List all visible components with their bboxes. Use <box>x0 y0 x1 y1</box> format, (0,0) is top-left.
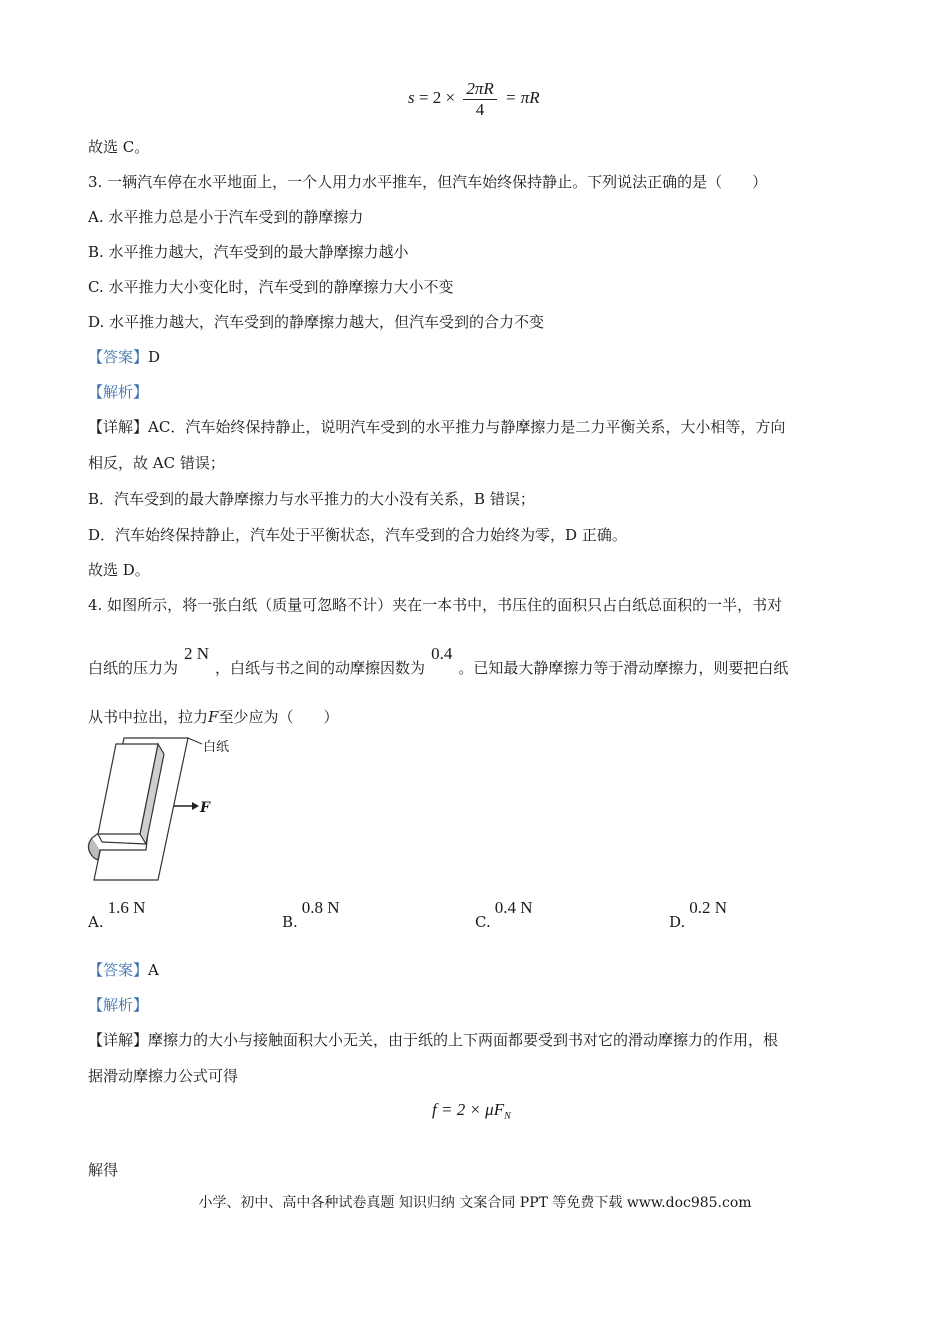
figure-label-paper: 白纸 <box>203 740 230 755</box>
page-footer: 小学、初中、高中各种试卷真题 知识归纳 文案合同 PPT 等免费下载 www.doc985.com <box>198 1195 752 1211</box>
figure-label-force: F <box>200 800 210 816</box>
q4-answer-line <box>88 960 159 980</box>
q4-solve-line: 解得 <box>88 1161 119 1179</box>
q4-answer-tag: 【答案】 <box>88 961 149 979</box>
q3-answer-tag: 【答案】 <box>88 348 149 366</box>
q3-detail-text1: AC．汽车始终保持静止，说明汽车受到的水平推力与静摩擦力是二力平衡关系，大小相等，方向 <box>148 418 786 436</box>
q3-detail-line3: B．汽车受到的最大静摩擦力与水平推力的大小没有关系，B 错误； <box>88 490 535 508</box>
q4-option-a-letter: A. <box>88 913 104 931</box>
q4-stem-text-e: 至少应为（ ） <box>218 708 339 726</box>
q3-option-c: C. 水平推力大小变化时，汽车受到的静摩擦力大小不变 <box>88 278 454 296</box>
q4-detail-line2: 据滑动摩擦力公式可得 <box>88 1067 239 1085</box>
q4-stem-text-d: 从书中拉出，拉力 <box>88 708 209 726</box>
formula-eq2: = πR <box>504 88 540 107</box>
friction-formula-f: f <box>432 1100 437 1119</box>
friction-formula <box>432 1100 511 1123</box>
q4-option-d-value: 0.2 N <box>689 898 728 917</box>
q4-stem-line3 <box>88 707 338 727</box>
q4-option-d <box>669 898 728 932</box>
q4-stem-line1: 4. 如图所示，将一张白纸（质量可忽略不计）夹在一本书中，书压住的面积只占白纸总面积的一半，书对 <box>88 596 783 614</box>
formula-s: s <box>408 88 415 107</box>
q3-answer-value: D <box>148 348 161 366</box>
q3-option-a: A. 水平推力总是小于汽车受到的静摩擦力 <box>88 208 364 226</box>
q4-option-c <box>475 898 533 932</box>
q4-stem-text-a: 白纸的压力为 <box>88 659 179 677</box>
friction-formula-sub: N <box>504 1111 511 1122</box>
q4-option-d-letter: D. <box>669 913 686 931</box>
formula-eq1: = 2 × <box>418 88 456 107</box>
q4-option-a-value: 1.6 N <box>107 898 146 917</box>
q4-stem-text-c: 。已知最大静摩擦力等于滑动摩擦力，则要把白纸 <box>458 659 789 677</box>
q4-force-value: 2 N <box>184 644 210 663</box>
q4-analysis-tag: 【解析】 <box>88 996 149 1014</box>
q3-detail-line4: D．汽车始终保持静止，汽车处于平衡状态，汽车受到的合力始终为零，D 正确。 <box>88 526 627 544</box>
q4-stem-text-b: ，白纸与书之间的动摩擦因数为 <box>215 659 426 677</box>
force-arrow-head <box>192 802 199 810</box>
q4-detail-text1: 摩擦力的大小与接触面积大小无关，由于纸的上下两面都要受到书对它的滑动摩擦力的作用，根 <box>148 1031 779 1049</box>
q4-stem-line2 <box>88 644 789 678</box>
q3-stem: 3. 一辆汽车停在水平地面上，一个人用力水平推车，但汽车始终保持静止。下列说法正确的是（ ） <box>88 173 768 191</box>
q3-detail-tag: 【详解】 <box>88 418 149 436</box>
formula-fraction <box>463 79 496 120</box>
formula-denominator: 4 <box>475 99 485 119</box>
q3-choose-line: 故选 D。 <box>88 561 150 579</box>
q4-answer-value: A <box>148 961 159 979</box>
formula-numerator: 2πR <box>463 79 496 100</box>
q4-option-c-value: 0.4 N <box>494 898 533 917</box>
q4-option-c-letter: C. <box>475 913 491 931</box>
q4-mu-value: 0.4 <box>431 644 453 663</box>
q3-option-b: B. 水平推力越大，汽车受到的最大静摩擦力越小 <box>88 243 409 261</box>
q3-detail-line1 <box>88 417 785 437</box>
q4-option-b-letter: B. <box>282 913 298 931</box>
q3-option-d: D. 水平推力越大，汽车受到的静摩擦力越大，但汽车受到的合力不变 <box>88 313 545 331</box>
q4-detail-tag: 【详解】 <box>88 1031 149 1049</box>
friction-formula-rhs: = 2 × μF <box>440 1100 505 1119</box>
q4-option-b <box>282 898 340 932</box>
book-lower-cover <box>91 832 148 850</box>
q3-answer-line <box>88 347 160 367</box>
q4-detail-line1 <box>88 1030 778 1050</box>
choose-c-line: 故选 C。 <box>88 138 150 156</box>
q4-option-b-value: 0.8 N <box>301 898 340 917</box>
book-paper-figure <box>86 734 246 884</box>
q3-analysis-tag: 【解析】 <box>88 383 149 401</box>
q3-detail-line2: 相反，故 AC 错误； <box>88 454 225 472</box>
q4-option-a <box>88 898 146 932</box>
q4-stem-force-symbol: F <box>208 708 219 726</box>
formula-distance <box>408 76 540 120</box>
paper-label-leader <box>188 738 202 744</box>
